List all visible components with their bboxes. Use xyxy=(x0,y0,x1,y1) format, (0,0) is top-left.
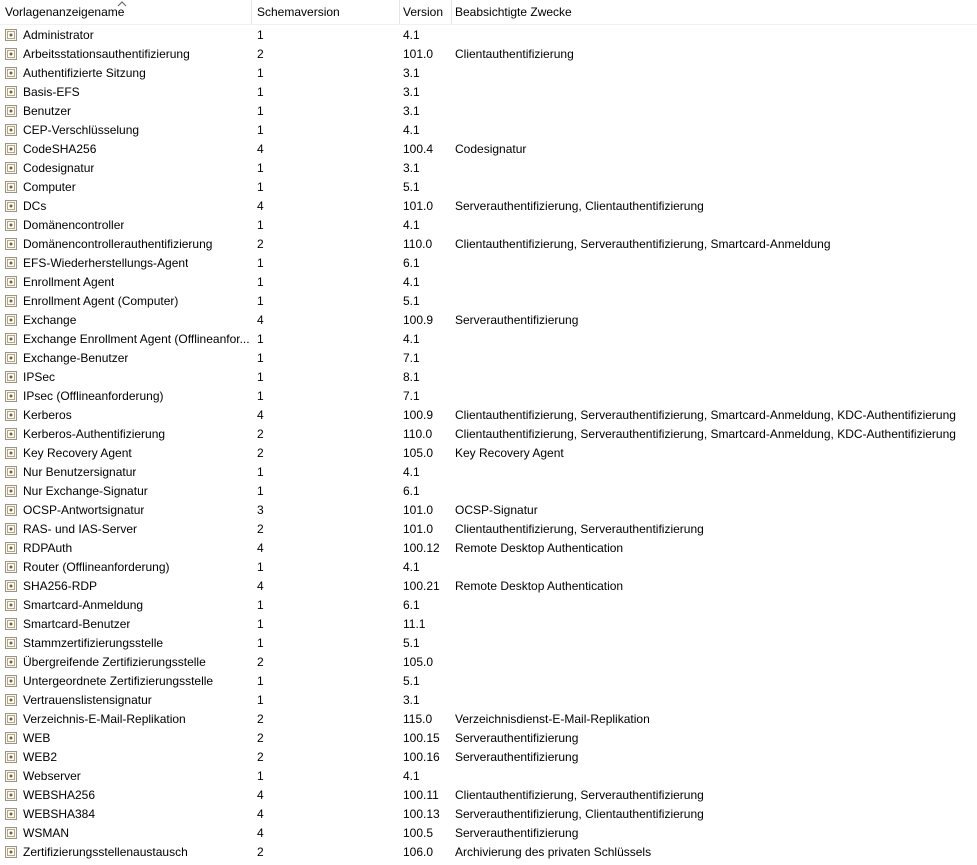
version-value: 4.1 xyxy=(403,464,420,479)
certificate-template-icon xyxy=(4,446,18,460)
certificate-template-icon xyxy=(4,427,18,441)
version-value: 3.1 xyxy=(403,692,420,707)
intended-purposes-value: OCSP-Signatur xyxy=(455,502,538,517)
table-row[interactable] xyxy=(0,215,977,234)
version-value: 101.0 xyxy=(403,521,434,536)
version-value: 4.1 xyxy=(403,27,420,42)
template-name: Enrollment Agent (Computer) xyxy=(23,293,179,308)
template-name: Exchange Enrollment Agent (Offlineanfor... xyxy=(23,331,250,346)
template-name-cell xyxy=(0,446,252,460)
certificate-template-icon xyxy=(4,370,18,384)
template-name-cell xyxy=(0,408,252,422)
intended-purposes-value: Serverauthentifizierung, Clientauthentifizierung xyxy=(455,806,704,821)
table-row[interactable] xyxy=(0,538,977,557)
version-value: 105.0 xyxy=(403,445,434,460)
schema-version-value: 1 xyxy=(257,84,264,99)
version-value: 100.15 xyxy=(403,730,440,745)
template-name: Authentifizierte Sitzung xyxy=(23,65,146,80)
certificate-template-icon xyxy=(4,845,18,859)
template-name-cell xyxy=(0,731,252,745)
intended-purposes-value: Key Recovery Agent xyxy=(455,445,564,460)
template-name-cell xyxy=(0,712,252,726)
certificate-template-icon xyxy=(4,161,18,175)
template-name: CEP-Verschlüsselung xyxy=(23,122,140,137)
table-row[interactable] xyxy=(0,652,977,671)
certificate-template-icon xyxy=(4,218,18,232)
table-row[interactable] xyxy=(0,842,977,861)
template-name-cell xyxy=(0,142,252,156)
template-name-cell xyxy=(0,579,252,593)
version-value: 7.1 xyxy=(403,388,420,403)
version-value: 101.0 xyxy=(403,502,434,517)
schema-version-value: 1 xyxy=(257,274,264,289)
version-value: 105.0 xyxy=(403,654,434,669)
template-name-cell xyxy=(0,636,252,650)
version-value: 106.0 xyxy=(403,844,434,859)
template-name: Kerberos-Authentifizierung xyxy=(23,426,166,441)
column-header-intended-purposes[interactable] xyxy=(452,0,977,24)
table-row[interactable] xyxy=(0,481,977,500)
template-name-cell xyxy=(0,218,252,232)
template-name: Smartcard-Anmeldung xyxy=(23,597,144,612)
template-name: Domänencontrollerauthentifizierung xyxy=(23,236,213,251)
template-name-cell xyxy=(0,503,252,517)
version-value: 5.1 xyxy=(403,673,420,688)
version-value: 3.1 xyxy=(403,103,420,118)
column-header-label: Beabsichtigte Zwecke xyxy=(455,5,572,19)
version-value: 110.0 xyxy=(403,426,433,441)
table-row[interactable] xyxy=(0,633,977,652)
table-row[interactable] xyxy=(0,63,977,82)
schema-version-value: 2 xyxy=(257,445,264,460)
template-name: Zertifizierungsstellenaustausch xyxy=(23,844,188,859)
table-row[interactable] xyxy=(0,196,977,215)
template-name-cell xyxy=(0,807,252,821)
version-value: 8.1 xyxy=(403,369,420,384)
template-name-cell xyxy=(0,313,252,327)
certificate-template-icon xyxy=(4,636,18,650)
version-value: 115.0 xyxy=(403,711,433,726)
table-row[interactable] xyxy=(0,823,977,842)
certificate-template-icon xyxy=(4,712,18,726)
intended-purposes-value: Codesignatur xyxy=(455,141,527,156)
schema-version-value: 4 xyxy=(257,198,264,213)
certificate-template-icon xyxy=(4,579,18,593)
version-value: 100.16 xyxy=(403,749,440,764)
template-name-cell xyxy=(0,389,252,403)
intended-purposes-value: Serverauthentifizierung xyxy=(455,749,579,764)
version-value: 3.1 xyxy=(403,84,420,99)
schema-version-value: 4 xyxy=(257,806,264,821)
version-value: 100.4 xyxy=(403,141,434,156)
version-value: 4.1 xyxy=(403,559,420,574)
template-name-cell xyxy=(0,47,252,61)
certificate-template-icon xyxy=(4,465,18,479)
schema-version-value: 4 xyxy=(257,578,264,593)
schema-version-value: 1 xyxy=(257,217,264,232)
template-name: Exchange-Benutzer xyxy=(23,350,129,365)
version-value: 6.1 xyxy=(403,483,420,498)
table-row[interactable] xyxy=(0,139,977,158)
template-name: IPsec (Offlineanforderung) xyxy=(23,388,164,403)
template-name: Domänencontroller xyxy=(23,217,125,232)
schema-version-value: 1 xyxy=(257,122,264,137)
template-name-cell xyxy=(0,845,252,859)
sort-ascending-icon xyxy=(117,1,127,7)
schema-version-value: 1 xyxy=(257,673,264,688)
certificate-template-icon xyxy=(4,389,18,403)
template-name-cell xyxy=(0,237,252,251)
version-value: 100.21 xyxy=(403,578,440,593)
certificate-template-icon xyxy=(4,750,18,764)
template-name-cell xyxy=(0,465,252,479)
template-name-cell xyxy=(0,560,252,574)
template-name-cell xyxy=(0,598,252,612)
template-name: SHA256-RDP xyxy=(23,578,98,593)
version-value: 100.13 xyxy=(403,806,440,821)
template-name: WEBSHA256 xyxy=(23,787,96,802)
schema-version-value: 2 xyxy=(257,711,264,726)
template-name: Exchange xyxy=(23,312,77,327)
template-name-cell xyxy=(0,370,252,384)
table-row[interactable] xyxy=(0,120,977,139)
table-row[interactable] xyxy=(0,557,977,576)
schema-version-value: 2 xyxy=(257,654,264,669)
table-row[interactable] xyxy=(0,329,977,348)
certificate-template-icon xyxy=(4,503,18,517)
template-name-cell xyxy=(0,85,252,99)
schema-version-value: 1 xyxy=(257,483,264,498)
certificate-template-icon xyxy=(4,332,18,346)
version-value: 110.0 xyxy=(403,236,433,251)
template-name-cell xyxy=(0,332,252,346)
intended-purposes-value: Clientauthentifizierung, Serverauthentifizierung xyxy=(455,521,704,536)
certificate-template-icon xyxy=(4,807,18,821)
table-row[interactable] xyxy=(0,785,977,804)
schema-version-value: 4 xyxy=(257,312,264,327)
template-name-cell xyxy=(0,655,252,669)
schema-version-value: 1 xyxy=(257,179,264,194)
template-name-cell xyxy=(0,522,252,536)
schema-version-value: 1 xyxy=(257,559,264,574)
intended-purposes-value: Remote Desktop Authentication xyxy=(455,578,624,593)
version-value: 4.1 xyxy=(403,274,420,289)
certificate-template-icon xyxy=(4,560,18,574)
template-name: Basis-EFS xyxy=(23,84,80,99)
intended-purposes-value: Verzeichnisdienst-E-Mail-Replikation xyxy=(455,711,650,726)
certificate-template-icon xyxy=(4,598,18,612)
table-row[interactable] xyxy=(0,500,977,519)
template-name: Nur Exchange-Signatur xyxy=(23,483,148,498)
schema-version-value: 2 xyxy=(257,844,264,859)
version-value: 6.1 xyxy=(403,597,420,612)
table-row[interactable] xyxy=(0,101,977,120)
certificate-template-icon xyxy=(4,28,18,42)
table-row[interactable] xyxy=(0,614,977,633)
schema-version-value: 1 xyxy=(257,331,264,346)
schema-version-value: 4 xyxy=(257,787,264,802)
version-value: 4.1 xyxy=(403,217,420,232)
certificate-template-icon xyxy=(4,655,18,669)
schema-version-value: 4 xyxy=(257,407,264,422)
template-name-cell xyxy=(0,294,252,308)
table-row[interactable] xyxy=(0,766,977,785)
intended-purposes-value: Remote Desktop Authentication xyxy=(455,540,624,555)
schema-version-value: 1 xyxy=(257,692,264,707)
version-value: 6.1 xyxy=(403,255,420,270)
table-row[interactable] xyxy=(0,177,977,196)
version-value: 11.1 xyxy=(403,616,426,631)
certificate-template-icon xyxy=(4,351,18,365)
schema-version-value: 2 xyxy=(257,521,264,536)
column-header-label: Version xyxy=(403,5,444,19)
column-header-schema-version[interactable] xyxy=(252,0,400,24)
template-name: Key Recovery Agent xyxy=(23,445,132,460)
schema-version-value: 1 xyxy=(257,464,264,479)
version-value: 100.5 xyxy=(403,825,434,840)
certificate-template-icon xyxy=(4,788,18,802)
intended-purposes-value: Archivierung des privaten Schlüssels xyxy=(455,844,652,859)
template-name-cell xyxy=(0,674,252,688)
schema-version-value: 2 xyxy=(257,236,264,251)
certificate-template-icon xyxy=(4,769,18,783)
certificate-template-icon xyxy=(4,180,18,194)
certificate-template-icon xyxy=(4,275,18,289)
intended-purposes-value: Clientauthentifizierung, Serverauthentifizierung, Smartcard-Anmeldung, KDC-Authentifizierung xyxy=(455,426,956,441)
template-name: DCs xyxy=(23,198,47,213)
template-name: EFS-Wiederherstellungs-Agent xyxy=(23,255,189,270)
template-name: Router (Offlineanforderung) xyxy=(23,559,170,574)
schema-version-value: 1 xyxy=(257,350,264,365)
template-name: RAS- und IAS-Server xyxy=(23,521,138,536)
template-name: CodeSHA256 xyxy=(23,141,97,156)
schema-version-value: 1 xyxy=(257,369,264,384)
certificate-template-icon xyxy=(4,123,18,137)
table-row[interactable] xyxy=(0,386,977,405)
certificate-template-icon xyxy=(4,47,18,61)
schema-version-value: 1 xyxy=(257,597,264,612)
template-name-cell xyxy=(0,199,252,213)
schema-version-value: 1 xyxy=(257,103,264,118)
template-name-cell xyxy=(0,826,252,840)
template-name: Übergreifende Zertifizierungsstelle xyxy=(23,654,206,669)
schema-version-value: 1 xyxy=(257,255,264,270)
certificate-template-icon xyxy=(4,617,18,631)
version-value: 100.12 xyxy=(403,540,440,555)
table-row[interactable] xyxy=(0,443,977,462)
schema-version-value: 2 xyxy=(257,46,264,61)
version-value: 100.9 xyxy=(403,407,434,422)
table-row[interactable] xyxy=(0,272,977,291)
table-row[interactable] xyxy=(0,44,977,63)
table-row[interactable] xyxy=(0,576,977,595)
version-value: 3.1 xyxy=(403,65,420,80)
schema-version-value: 1 xyxy=(257,293,264,308)
template-name: Webserver xyxy=(23,768,81,783)
template-name: WEB xyxy=(23,730,51,745)
schema-version-value: 2 xyxy=(257,730,264,745)
template-name: Nur Benutzersignatur xyxy=(23,464,137,479)
template-name-cell xyxy=(0,28,252,42)
certificate-template-icon xyxy=(4,522,18,536)
certificate-template-icon xyxy=(4,408,18,422)
intended-purposes-value: Clientauthentifizierung, Serverauthentifizierung, Smartcard-Anmeldung xyxy=(455,236,831,251)
certificate-template-icon xyxy=(4,693,18,707)
table-row[interactable] xyxy=(0,462,977,481)
template-name: WEB2 xyxy=(23,749,58,764)
certificate-template-icon xyxy=(4,731,18,745)
schema-version-value: 1 xyxy=(257,388,264,403)
certificate-template-icon xyxy=(4,237,18,251)
template-name-cell xyxy=(0,427,252,441)
template-name-cell xyxy=(0,123,252,137)
schema-version-value: 4 xyxy=(257,141,264,156)
template-name-cell xyxy=(0,180,252,194)
template-name-cell xyxy=(0,788,252,802)
version-value: 4.1 xyxy=(403,122,420,137)
version-value: 7.1 xyxy=(403,350,420,365)
version-value: 101.0 xyxy=(403,198,434,213)
intended-purposes-value: Serverauthentifizierung xyxy=(455,825,579,840)
intended-purposes-value: Serverauthentifizierung xyxy=(455,312,579,327)
table-row[interactable] xyxy=(0,424,977,443)
table-row[interactable] xyxy=(0,405,977,424)
certificate-template-icon xyxy=(4,484,18,498)
version-value: 100.9 xyxy=(403,312,434,327)
version-value: 101.0 xyxy=(403,46,434,61)
template-name-cell xyxy=(0,256,252,270)
schema-version-value: 4 xyxy=(257,540,264,555)
schema-version-value: 4 xyxy=(257,825,264,840)
version-value: 5.1 xyxy=(403,179,420,194)
intended-purposes-value: Clientauthentifizierung, Serverauthentifizierung xyxy=(455,787,704,802)
certificate-template-icon xyxy=(4,294,18,308)
list-body xyxy=(0,25,977,861)
version-value: 5.1 xyxy=(403,293,420,308)
template-name-cell xyxy=(0,484,252,498)
column-header-version[interactable] xyxy=(400,0,452,24)
schema-version-value: 1 xyxy=(257,27,264,42)
certificate-template-icon xyxy=(4,104,18,118)
certificate-template-icon xyxy=(4,674,18,688)
table-row[interactable] xyxy=(0,253,977,272)
certificate-template-icon xyxy=(4,313,18,327)
template-name-cell xyxy=(0,769,252,783)
certificate-template-icon xyxy=(4,199,18,213)
template-name-cell xyxy=(0,161,252,175)
version-value: 4.1 xyxy=(403,331,420,346)
certificate-template-icon xyxy=(4,826,18,840)
template-name: IPSec xyxy=(23,369,56,384)
schema-version-value: 1 xyxy=(257,768,264,783)
template-name-cell xyxy=(0,351,252,365)
version-value: 100.11 xyxy=(403,787,439,802)
table-row[interactable] xyxy=(0,728,977,747)
template-name: Untergeordnete Zertifizierungsstelle xyxy=(23,673,214,688)
template-name: Benutzer xyxy=(23,103,72,118)
column-header-label: Vorlagenanzeigename xyxy=(5,5,125,19)
table-row[interactable] xyxy=(0,804,977,823)
table-row[interactable] xyxy=(0,25,977,44)
intended-purposes-value: Serverauthentifizierung xyxy=(455,730,579,745)
template-name: Computer xyxy=(23,179,76,194)
version-value: 5.1 xyxy=(403,635,420,650)
template-name: Stammzertifizierungsstelle xyxy=(23,635,164,650)
schema-version-value: 1 xyxy=(257,635,264,650)
table-row[interactable] xyxy=(0,82,977,101)
table-row[interactable] xyxy=(0,234,977,253)
certificate-template-icon xyxy=(4,541,18,555)
template-name: RDPAuth xyxy=(23,540,73,555)
version-value: 3.1 xyxy=(403,160,420,175)
template-name: Administrator xyxy=(23,27,94,42)
column-header-label: Schemaversion xyxy=(257,5,340,19)
table-row[interactable] xyxy=(0,595,977,614)
template-name: Kerberos xyxy=(23,407,72,422)
template-name: Arbeitsstationsauthentifizierung xyxy=(23,46,190,61)
certificate-template-icon xyxy=(4,256,18,270)
table-row[interactable] xyxy=(0,519,977,538)
intended-purposes-value: Serverauthentifizierung, Clientauthentifizierung xyxy=(455,198,704,213)
template-name: Smartcard-Benutzer xyxy=(23,616,131,631)
template-name: Codesignatur xyxy=(23,160,95,175)
template-name: Vertrauenslistensignatur xyxy=(23,692,152,707)
template-name-cell xyxy=(0,66,252,80)
table-row[interactable] xyxy=(0,158,977,177)
table-row[interactable] xyxy=(0,348,977,367)
template-name-cell xyxy=(0,275,252,289)
list-header xyxy=(0,0,977,25)
table-row[interactable] xyxy=(0,747,977,766)
template-name-cell xyxy=(0,541,252,555)
schema-version-value: 3 xyxy=(257,502,264,517)
certificate-template-icon xyxy=(4,142,18,156)
version-value: 4.1 xyxy=(403,768,420,783)
table-row[interactable] xyxy=(0,310,977,329)
template-name: WSMAN xyxy=(23,825,69,840)
template-name-cell xyxy=(0,104,252,118)
table-row[interactable] xyxy=(0,367,977,386)
schema-version-value: 2 xyxy=(257,426,264,441)
template-name: Enrollment Agent xyxy=(23,274,115,289)
template-name-cell xyxy=(0,693,252,707)
template-name-cell xyxy=(0,750,252,764)
table-row[interactable] xyxy=(0,671,977,690)
schema-version-value: 1 xyxy=(257,65,264,80)
template-name: OCSP-Antwortsignatur xyxy=(23,502,145,517)
schema-version-value: 1 xyxy=(257,160,264,175)
certificate-template-icon xyxy=(4,66,18,80)
template-name-cell xyxy=(0,617,252,631)
intended-purposes-value: Clientauthentifizierung, Serverauthentifizierung, Smartcard-Anmeldung, KDC-Authentifizierung xyxy=(455,407,956,422)
template-name: WEBSHA384 xyxy=(23,806,96,821)
table-row[interactable] xyxy=(0,709,977,728)
schema-version-value: 2 xyxy=(257,749,264,764)
certificate-template-icon xyxy=(4,85,18,99)
table-row[interactable] xyxy=(0,690,977,709)
schema-version-value: 1 xyxy=(257,616,264,631)
intended-purposes-value: Clientauthentifizierung xyxy=(455,46,574,61)
table-row[interactable] xyxy=(0,291,977,310)
template-name: Verzeichnis-E-Mail-Replikation xyxy=(23,711,186,726)
